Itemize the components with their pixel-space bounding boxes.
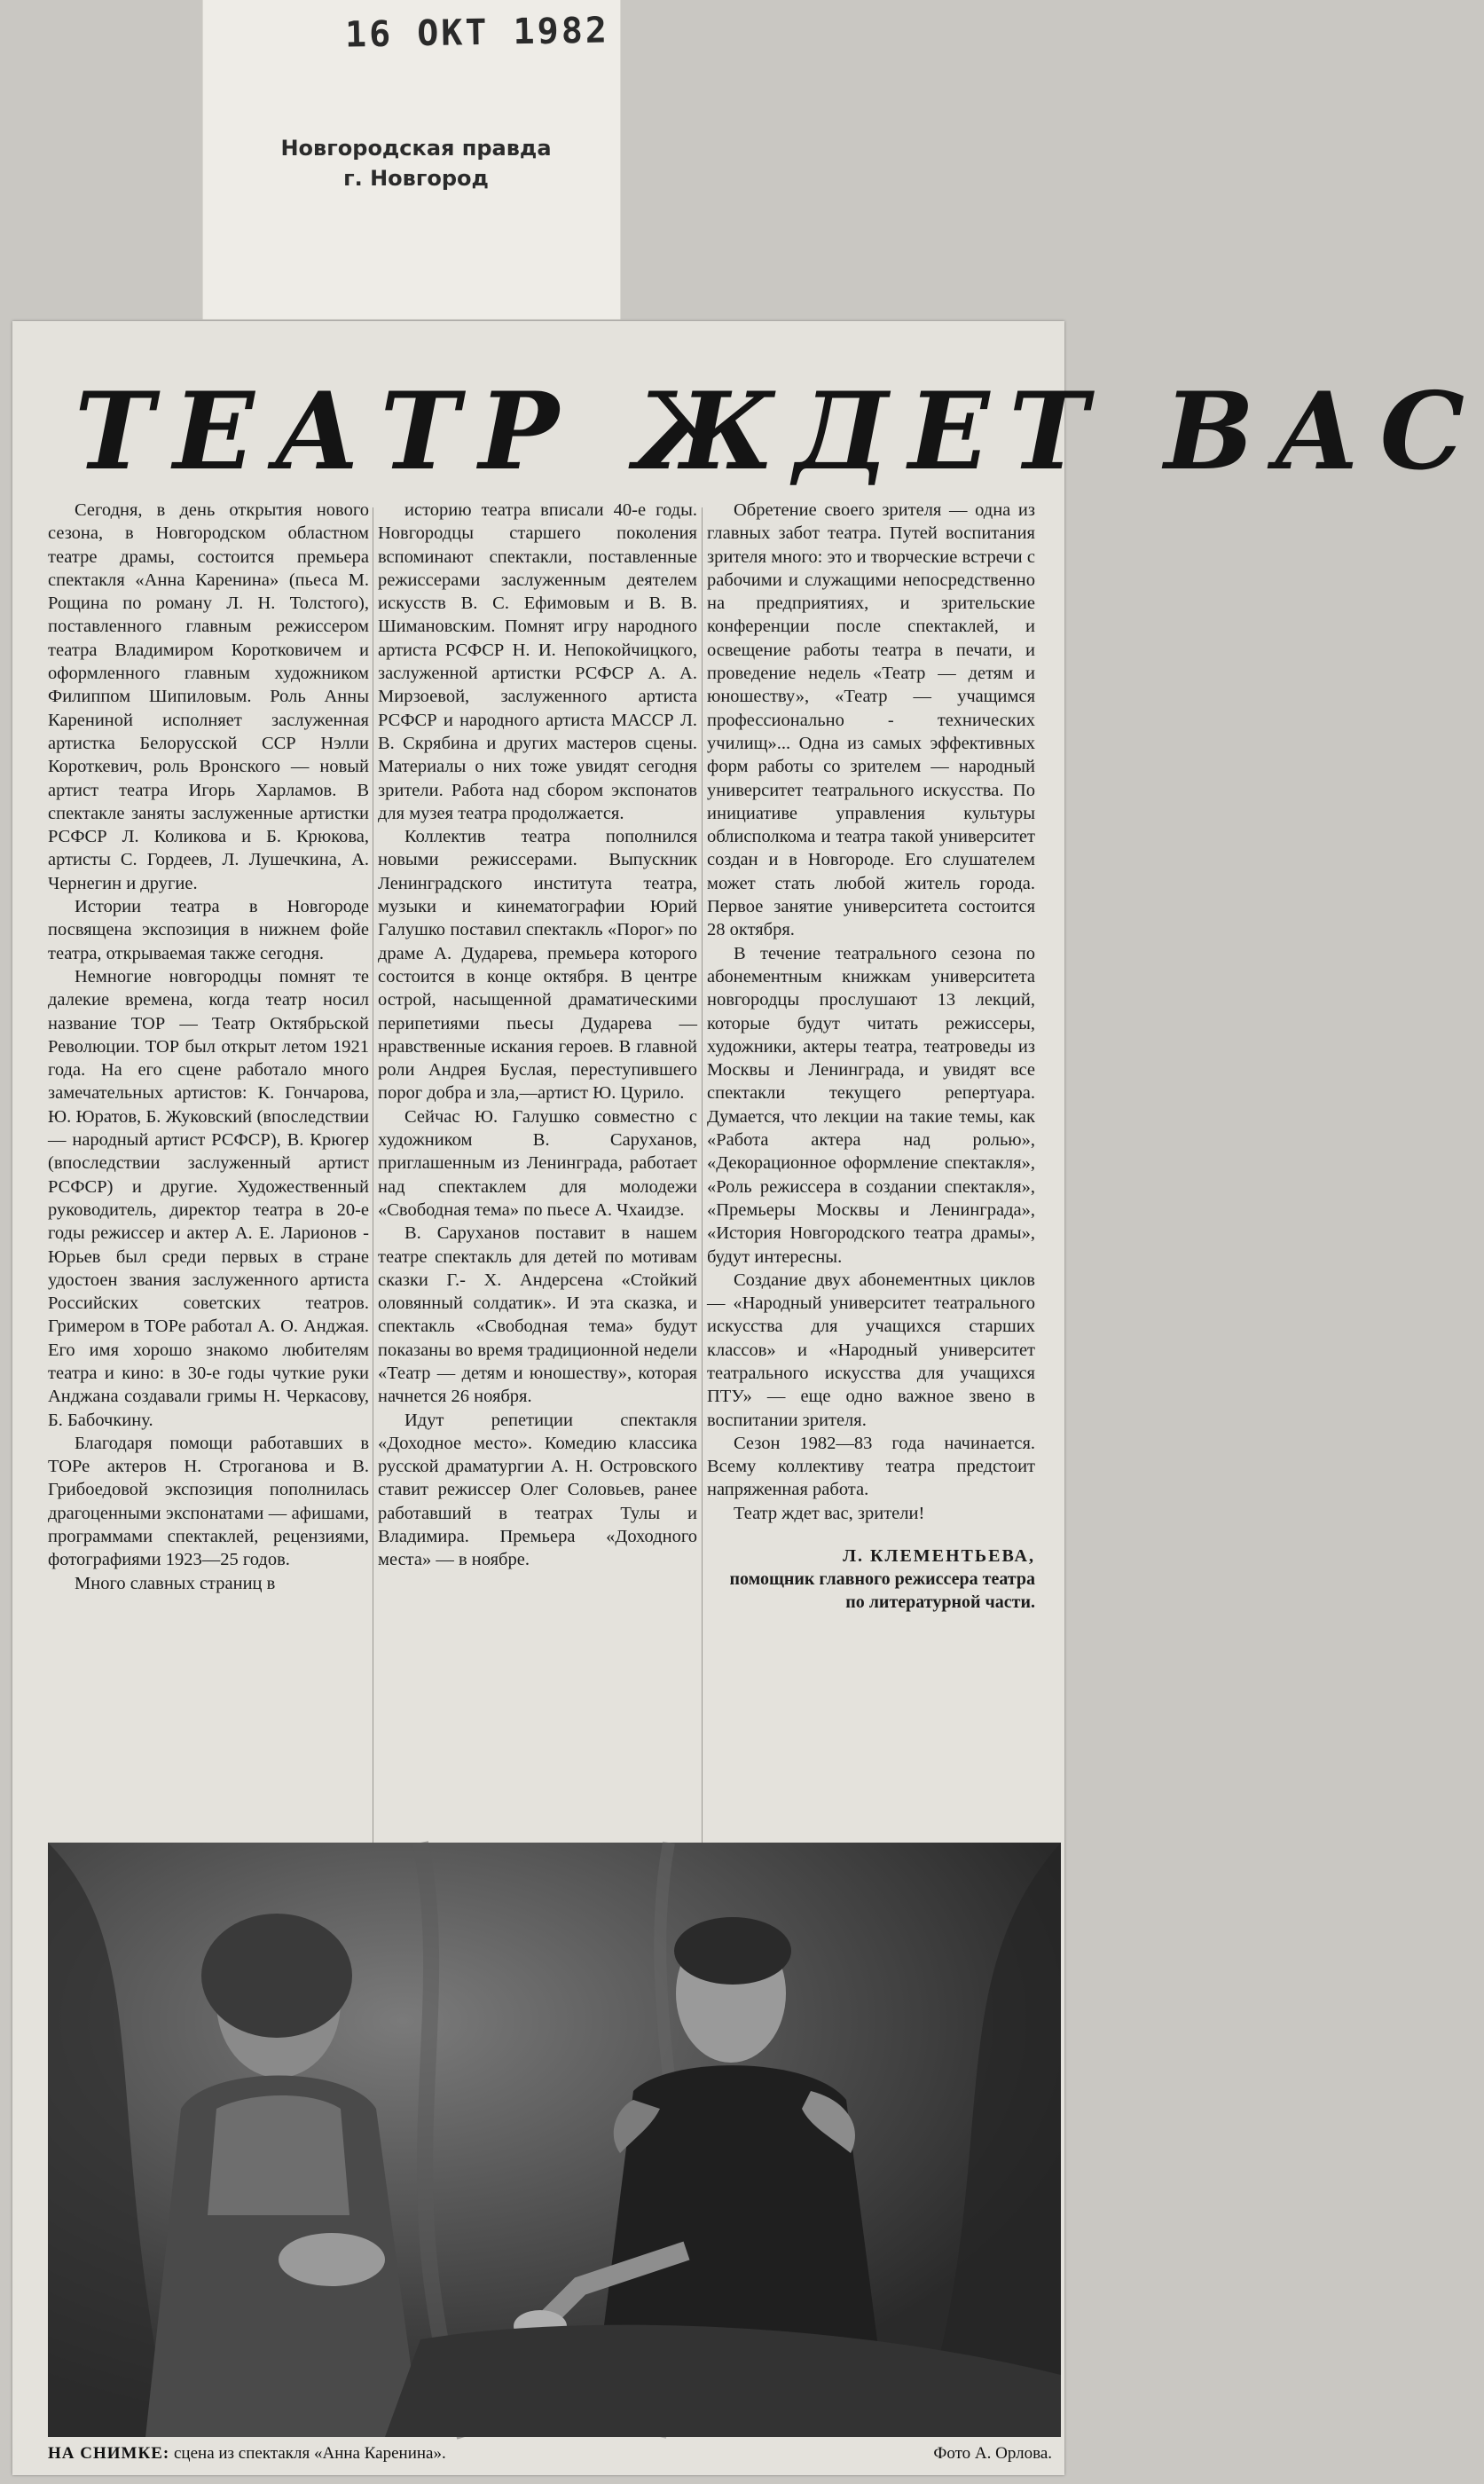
paragraph: Создание двух абонементных циклов — «Народный университет театрального искусства для учащихся старших классов» и «Народный университет театрального искусства для учащихся ПТУ» — еще одно важное звено в воспитании зрителя.	[707, 1270, 1035, 1430]
paragraph: Немногие новгородцы помнят те далекие времена, когда театр носил название ТОР — Театр Октябрьской Революции. ТОР был открыт летом 1921 года. На его сцене работало много замечательных артистов: К. Гончарова, Ю. Юратов, Б. Жуковский (впоследствии — народный артист РСФСР), В. Крюгер (впоследствии заслуженный артист РСФСР) и другие. Художественный руководитель, директор театра в 20-е годы режиссер и актер А. Е. Ларионов - Юрьев был среди первых в стране удостоен звания заслуженного артиста Российских советских театров. Гримером в ТОРе работал А. О. Анджая. Его имя хорошо знакомо любителям театра и кино: в 30-е годы чуткие руки Анджана создавали гримы Н. Черкасову, Б. Бабочкину.	[48, 966, 369, 1430]
paragraph: Много славных страниц в	[75, 1573, 276, 1593]
photo-credit: Фото А. Орлова.	[933, 2444, 1052, 2463]
author-role: помощник главного режиссера театра по литературной части.	[729, 1569, 1035, 1613]
paragraph: Коллектив театра пополнился новыми режиссерами. Выпускник Ленинградского института театра, музыки и кинематографии Юрий Галушко поставил спектакль «Порог» по драме А. Дударева, премьера которого состоится в конце октября. В центре острой, насыщенной драматическими перипетиями пьесы Дударева — нравственные искания героев. В главной роли Андрея Буслая, переступившего порог добра и зла,—артист Ю. Цурило.	[378, 827, 697, 1104]
paragraph: Сейчас Ю. Галушко совместно с художником В. Саруханов, приглашенным из Ленинграда, работает над спектаклем для молодежи «Свободная тема» по пьесе А. Чхаидзе.	[378, 1106, 697, 1220]
caption-lead: НА СНИМКЕ:	[48, 2444, 170, 2463]
source-city: г. Новгород	[343, 166, 489, 191]
scene-photo	[48, 1843, 1061, 2437]
article-signature	[707, 1545, 1035, 1614]
paragraph: Обретение своего зрителя — одна из главных забот театра. Путей воспитания зрителя много: это и творческие встречи с рабочими и служащими непосредственно на предприятиях, и зрительские конференции после спектаклей, и освещение работы театра в печати, и проведение недель «Театр — детям и юношеству», «Театр — учащимся профессионально - технических училищ»... Одна из самых эффективных форм работы со зрителем — народный университет театрального искусства. По инициативе управления культуры облисполкома и театра такой университет создан и в Новгороде. Его слушателем может стать любой житель города. Первое занятие университета состоится 28 октября.	[707, 500, 1035, 940]
paragraph: Сезон 1982—83 года начинается. Всему коллективу театра предстоит напряженная работа.	[707, 1433, 1035, 1500]
paragraph: Истории театра в Новгороде посвящена экспозиция в нижнем фойе театра, открываемая также сегодня.	[48, 897, 369, 963]
paragraph: Театр ждет вас, зрители!	[734, 1503, 925, 1523]
caption-text: сцена из спектакля «Анна Каренина».	[174, 2444, 446, 2463]
author-name: Л. КЛЕМЕНТЬЕВА,	[843, 1546, 1035, 1567]
paragraph: Идут репетиции спектакля «Доходное место». Комедию классика русской драматургии А. Н. Островского ставит режиссер Олег Соловьев, ранее работавший в театрах Тулы и Владимира. Премьера «Доходного места» — в ноябре.	[378, 1410, 697, 1570]
paragraph: В течение театрального сезона по абонементным книжкам университета новгородцы прослушают 13 лекций, которые будут читать режиссеры, художники, актеры театра, театроведы из Москвы и Ленинграда, и увидят все спектакли текущего репертуара. Думается, что лекции на такие темы, как «Работа актера над ролью», «Декорационное оформление спектакля», «Роль режиссера в создании спектакля», «Премьеры Москвы и Ленинграда», «История Новгородского театра драмы», будут интересны.	[707, 943, 1035, 1267]
paragraph: Сегодня, в день открытия нового сезона, в Новгородском областном театре драмы, состоится премьера спектакля «Анна Каренина» (пьеса М. Рощина по роману Л. Н. Толстого), поставленного главным режиссером театра Владимиром Коротковичем и оформленного главным художником Филиппом Шипиловым. Роль Анны Карениной исполняет заслуженная артистка Белорусской ССР Нэлли Короткевич, роль Вронского — новый артист театра Игорь Харламов. В спектакле заняты заслуженные артистки РСФСР Л. Коликова и Б. Крюкова, артисты С. Гордеев, Л. Лушечкина, А. Чернегин и другие.	[48, 500, 369, 893]
photo-illustration	[48, 1843, 1061, 2437]
source-stamp	[230, 133, 602, 193]
paragraph: Благодаря помощи работавших в ТОРе актеров Н. Строганова и В. Грибоедовой экспозиция пополнилась драгоценными экспонатами — афишами, программами спектаклей, рецензиями, фотографиями 1923—25 годов.	[48, 1433, 369, 1570]
source-newspaper: Новгородская правда	[280, 136, 552, 161]
paragraph: историю театра вписали 40-е годы. Новгородцы старшего поколения вспоминают спектакли, поставленные режиссерами заслуженным деятелем искусств В. С. Ефимовым и В. В. Шимановским. Помнят игру народного артиста РСФСР Н. И. Непокойчицкого, заслуженной артистки РСФСР А. А. Мирзоевой, заслуженного артиста РСФСР и народного артиста МАССР Л. В. Скрябина и других мастеров сцены. Материалы о них тоже увидят сегодня зрители. Работа над сбором экспонатов для музея театра продолжается.	[378, 500, 697, 823]
paragraph: В. Саруханов поставит в нашем театре спектакль для детей по мотивам сказки Г.- Х. Андерсена «Стойкий оловянный солдатик». И эта сказка, и спектакль «Свободная тема» будут показаны во время традиционной недели «Театр — детям и юношеству», которая начнется 26 ноября.	[378, 1223, 697, 1407]
photo-caption	[48, 2441, 1061, 2467]
date-stamp: 16 ОКТ 1982	[344, 10, 610, 56]
newspaper-clipping	[12, 321, 1484, 2475]
article-headline: ТЕАТР ЖДЕТ ВАС	[75, 369, 1484, 494]
clipping-slip	[202, 0, 621, 319]
